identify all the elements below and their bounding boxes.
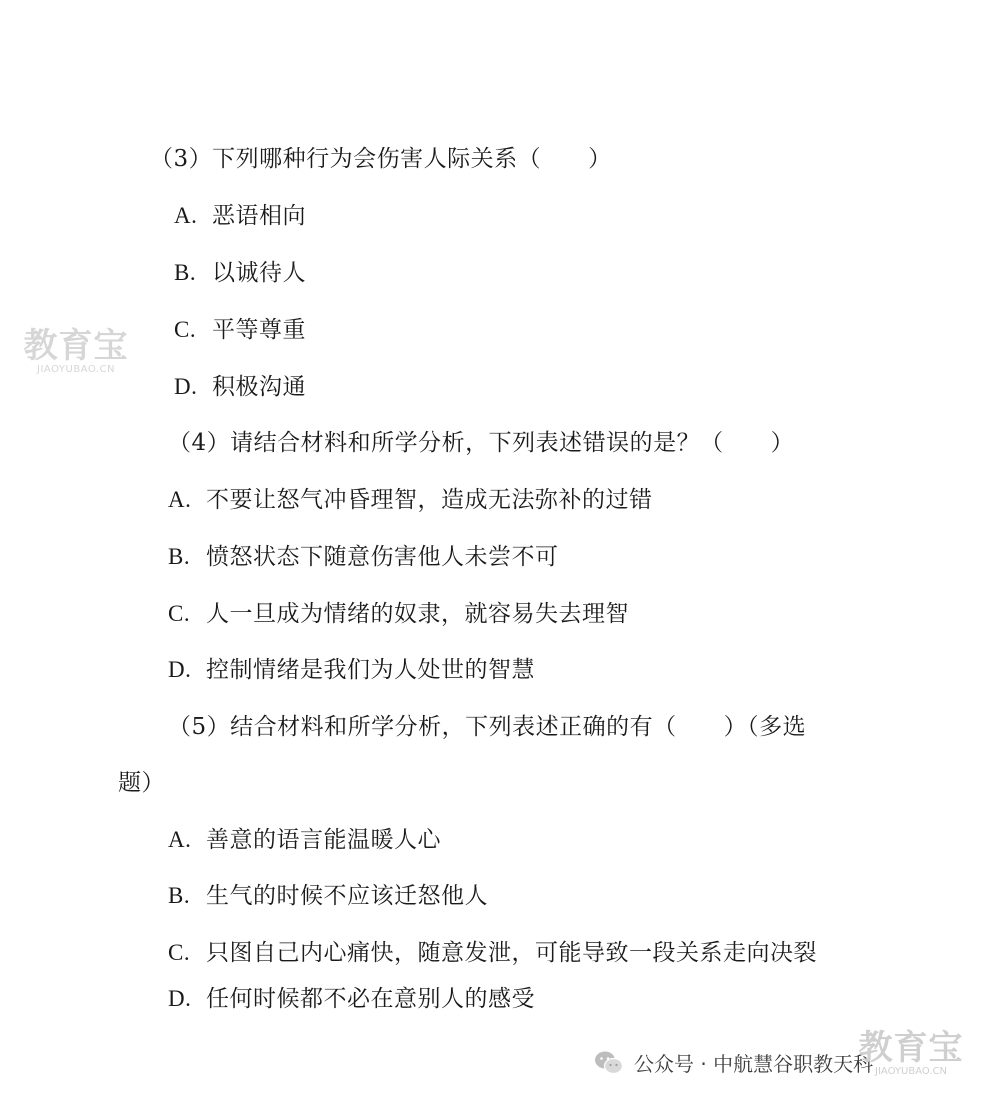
- option-text: 人一旦成为情绪的奴隶，就容易失去理智: [206, 601, 629, 627]
- question-4-option-c: [168, 599, 629, 629]
- option-letter: C.: [168, 940, 191, 965]
- option-text: 积极沟通: [212, 374, 306, 400]
- option-letter: D.: [174, 374, 198, 399]
- question-4-option-d: [168, 655, 535, 685]
- option-text: 只图自己内心痛快，随意发泄，可能导致一段关系走向决裂: [206, 940, 817, 966]
- question-3-stem: （3）下列哪种行为会伤害人际关系（ ）: [150, 146, 612, 172]
- watermark-logo-left: [16, 328, 136, 376]
- option-text: 平等尊重: [212, 317, 306, 343]
- option-text: 愤怒状态下随意伤害他人未尝不可: [206, 544, 559, 570]
- question-5-option-a: [168, 825, 441, 855]
- watermark-logo-right: [852, 1030, 970, 1078]
- watermark-title: 教育宝: [858, 1028, 964, 1068]
- option-text: 不要让怒气冲昏理智，造成无法弥补的过错: [206, 487, 653, 513]
- option-letter: A.: [174, 203, 198, 228]
- option-text: 善意的语言能温暖人心: [206, 827, 441, 853]
- question-5-option-c: [168, 938, 817, 968]
- option-text: 任何时候都不必在意别人的感受: [206, 986, 535, 1012]
- question-4-option-a: [168, 485, 653, 515]
- option-letter: C.: [168, 601, 191, 626]
- question-3-option-d: [174, 372, 306, 402]
- question-4-option-b: [168, 542, 559, 572]
- option-letter: B.: [174, 260, 197, 285]
- watermark-subtitle: JIAOYUBAO.CN: [37, 364, 115, 375]
- question-5-stem-line-2: 题）: [118, 770, 165, 796]
- question-5-option-b: [168, 881, 488, 911]
- option-letter: D.: [168, 657, 192, 682]
- question-4-stem: （4）请结合材料和所学分析，下列表述错误的是？（ ）: [168, 430, 795, 456]
- question-3-option-b: [174, 258, 306, 288]
- option-text: 生气的时候不应该迁怒他人: [206, 883, 488, 909]
- watermark-subtitle: JIAOYUBAO.CN: [875, 1066, 947, 1077]
- footer-text: 公众号 · 中航慧谷职教天科: [634, 1052, 874, 1076]
- question-5-stem-line-1: （5）结合材料和所学分析，下列表述正确的有（ ）（多选: [168, 714, 807, 740]
- question-3-option-a: [174, 201, 306, 231]
- option-letter: D.: [168, 986, 192, 1011]
- wechat-icon: [594, 1050, 624, 1076]
- question-5-option-d: [168, 984, 535, 1014]
- watermark-title: 教育宝: [23, 326, 129, 366]
- option-letter: A.: [168, 487, 192, 512]
- option-letter: C.: [174, 317, 197, 342]
- option-letter: A.: [168, 827, 192, 852]
- option-text: 控制情绪是我们为人处世的智慧: [206, 657, 535, 683]
- footer-account: [594, 1048, 873, 1077]
- option-letter: B.: [168, 883, 191, 908]
- option-letter: B.: [168, 544, 191, 569]
- option-text: 恶语相向: [212, 203, 306, 229]
- option-text: 以诚待人: [212, 260, 306, 286]
- question-3-option-c: [174, 315, 306, 345]
